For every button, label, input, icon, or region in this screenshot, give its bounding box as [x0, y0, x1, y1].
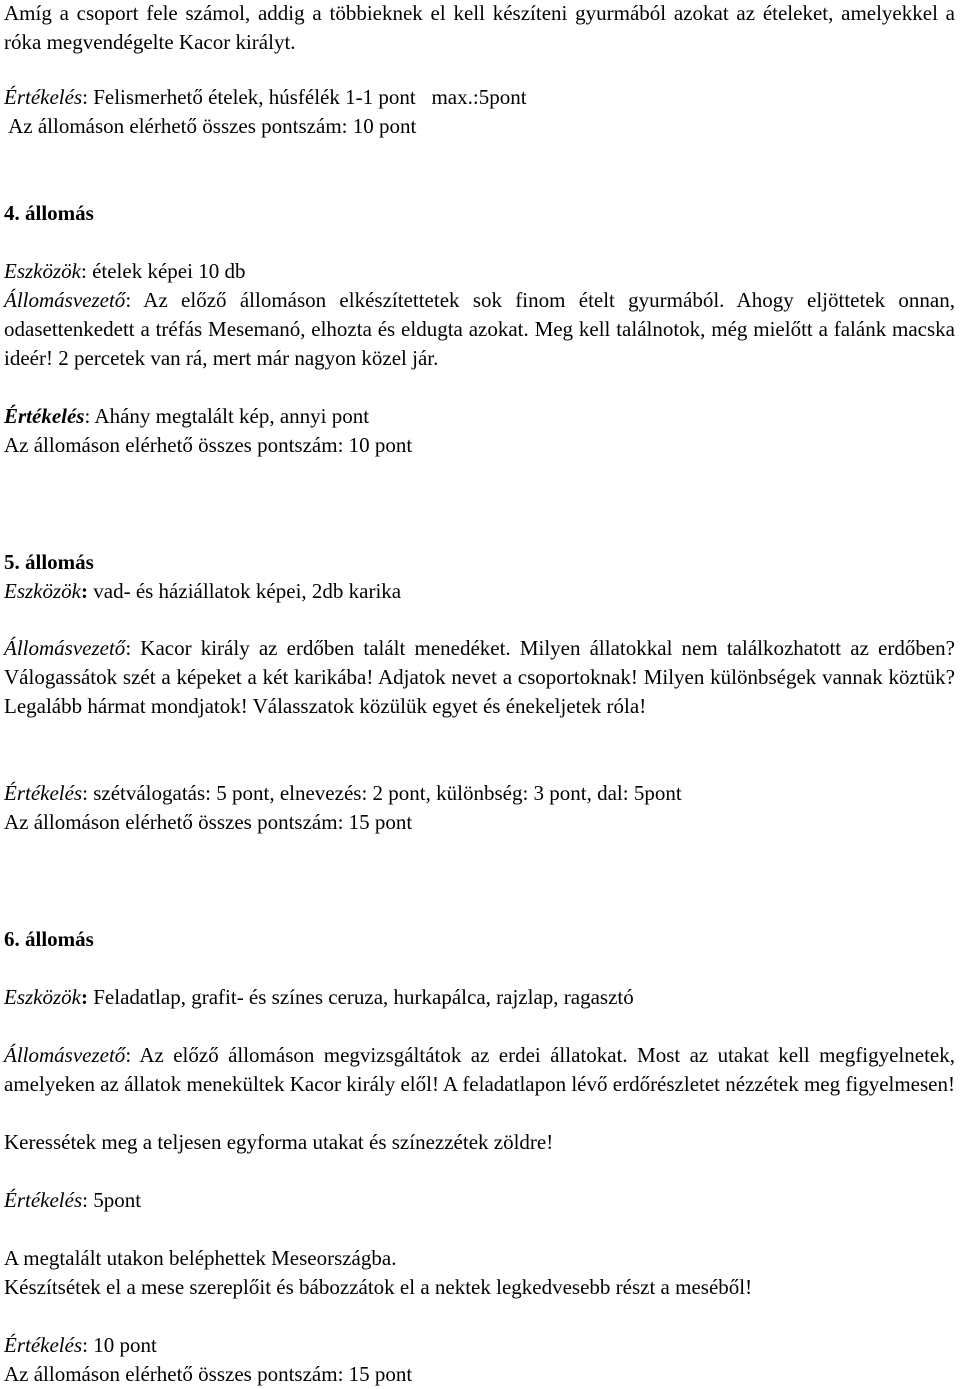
total-points: Az állomáson elérhető összes pontszám: 10 pont — [4, 114, 417, 138]
eval-text: : Ahány megtalált kép, annyi pont — [84, 404, 370, 428]
leader-label: Állomásvezető — [4, 1043, 126, 1067]
tools-colon: : — [81, 985, 88, 1009]
leader-label: Állomásvezető — [4, 636, 126, 660]
eval-text: : 5pont — [82, 1188, 142, 1212]
station4-evaluation — [4, 402, 955, 431]
station4-title: 4. állomás — [4, 201, 94, 225]
station4-total: Az állomáson elérhető összes pontszám: 10 pont — [4, 433, 413, 457]
tools-colon: : — [81, 579, 88, 603]
eval-text: : 10 pont — [82, 1333, 157, 1357]
tools-text: vad- és háziállatok képei, 2db karika — [88, 579, 402, 603]
station6-evaluation-2 — [4, 1331, 955, 1360]
station6-tools — [4, 983, 955, 1012]
eval-label: Értékelés — [4, 781, 83, 805]
station6-evaluation-1 — [4, 1186, 955, 1215]
tools-text: : ételek képei 10 db — [81, 259, 246, 283]
station4-tools — [4, 257, 955, 286]
tools-text: Feladatlap, grafit- és színes ceruza, hurkapálca, rajzlap, ragasztó — [88, 985, 634, 1009]
station5-title: 5. állomás — [4, 550, 94, 574]
station5-total: Az állomáson elérhető összes pontszám: 15 pont — [4, 810, 413, 834]
intro-evaluation — [4, 83, 955, 112]
station6-total: Az állomáson elérhető összes pontszám: 15 pont — [4, 1362, 413, 1386]
intro-paragraph — [4, 0, 955, 57]
station6-title: 6. állomás — [4, 927, 94, 951]
station6-task: Keressétek meg a teljesen egyforma utakat és színezzétek zöldre! — [4, 1130, 554, 1154]
station4-leader — [4, 286, 955, 373]
eval-label: Értékelés — [4, 85, 83, 109]
leader-label: Állomásvezető — [4, 288, 126, 312]
intro-text: Amíg a csoport fele számol, addig a többieknek el kell készíteni gyurmából azokat az ételeket, amelyekkel a róka megvendégelte Kacor királyt. — [4, 1, 955, 54]
eval-text: : Felismerhető ételek, húsfélék 1-1 pont max.:5pont — [82, 85, 527, 109]
intro-total — [4, 112, 955, 141]
station6-make: Készítsétek el a mese szereplőit és bábozzátok el a nektek legkedvesebb részt a meséből! — [4, 1275, 753, 1299]
station6-leader — [4, 1041, 955, 1099]
tools-label: Eszközök — [4, 985, 81, 1009]
leader-text: : Az előző állomáson elkészítettetek sok finom ételt gyurmából. Ahogy eljöttetek onnan, odasettenkedett a tréfás Mesemanó, elhozta és eldugta azokat. Meg kell találnotok, még mielőtt a falánk macska ideér! 2 percetek van rá, mert már nagyon közel jár. — [4, 288, 955, 370]
leader-text: : Az előző állomáson megvizsgáltátok az erdei állatokat. Most az utakat kell megfigyelnetek, amelyeken az állatok menekültek Kacor király elől! A feladatlapon lévő erdőrészletet nézzétek meg figyelmesen! — [4, 1043, 955, 1096]
station5-evaluation — [4, 779, 955, 808]
eval-label: Értékelés — [4, 404, 85, 428]
tools-label: Eszközök — [4, 259, 81, 283]
eval-label: Értékelés — [4, 1333, 83, 1357]
station6-enter: A megtalált utakon beléphettek Meseországba. — [4, 1246, 397, 1270]
leader-text: : Kacor király az erdőben talált menedéket. Milyen állatokkal nem találkozhatott az erdőben? Válogassátok szét a képeket a két karikába! Adjatok nevet a csoportoknak! Milyen különbségek vannak köztük? Legalább hármat mondjatok! Válasszatok közülük egyet és énekeljetek róla! — [4, 636, 955, 718]
station5-tools — [4, 577, 955, 606]
station5-leader — [4, 634, 955, 721]
eval-label: Értékelés — [4, 1188, 83, 1212]
eval-text: : szétválogatás: 5 pont, elnevezés: 2 pont, különbség: 3 pont, dal: 5pont — [82, 781, 682, 805]
tools-label: Eszközök — [4, 579, 81, 603]
